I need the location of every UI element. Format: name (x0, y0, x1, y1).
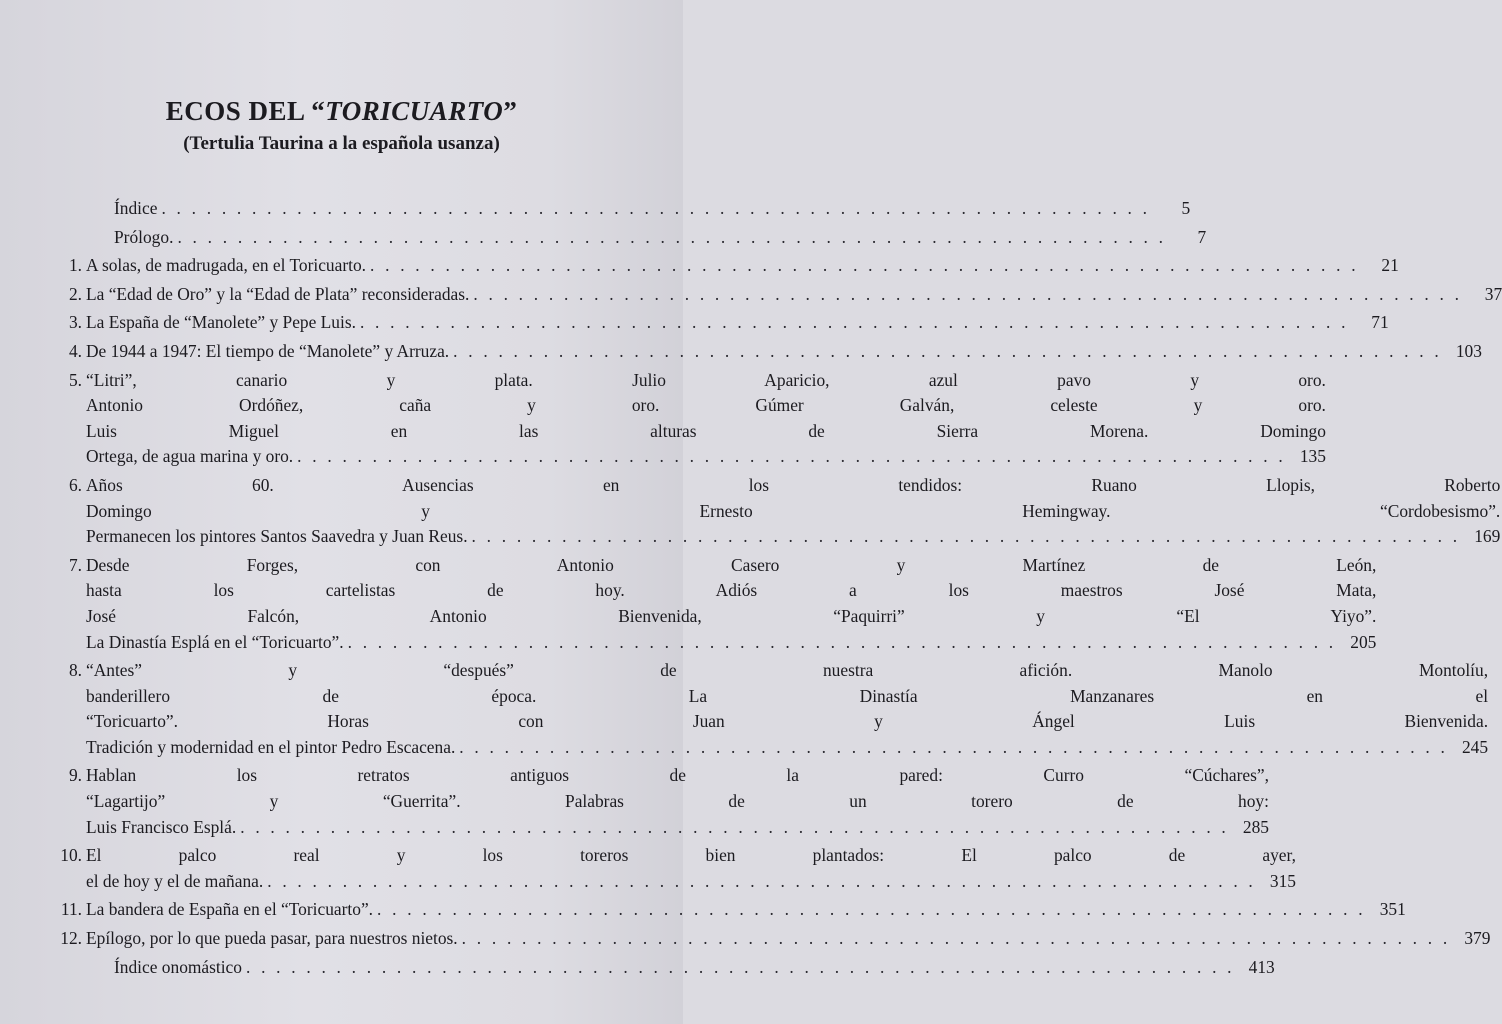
toc-entry-line: banderillero de época. La Dinastía Manzanares en el (86, 685, 1489, 706)
toc-entry (60, 473, 1501, 550)
toc-entry-title: La España de “Manolete” y Pepe Luis. (86, 312, 356, 333)
toc-page-number: 103 (1455, 340, 1482, 361)
toc-page-number: 379 (1464, 928, 1491, 949)
toc-entry-number: 1. (68, 255, 82, 276)
dot-leader: . . . . . . . . . . . . . . . . . . . . . . . . . . . . . . . . . . . . . . . . . . . . . . . . . . . . . . . . . . . . . . . . . . (370, 255, 1359, 276)
toc-entry-line: El palco real y los toreros bien plantados: El palco de ayer, (86, 845, 1296, 866)
toc-entry-number: 3. (68, 312, 82, 333)
toc-entry-line: “Antes” y “después” de nuestra afición. Manolo Montolíu, (86, 660, 1489, 681)
toc-entry (60, 310, 1389, 336)
toc-entry (60, 553, 1377, 655)
toc-entry-line: Luis Miguel en las alturas de Sierra Morena. Domingo (86, 420, 1326, 441)
dot-leader: . . . . . . . . . . . . . . . . . . . . . . . . . . . . . . . . . . . . . . . . . . . . . . . . . . . . . . . . . . . . . . . . . . (347, 631, 1337, 652)
table-of-contents (60, 196, 1502, 983)
toc-entry-title: Epílogo, por lo que pueda pasar, para nuestros nietos. (86, 928, 458, 949)
dot-leader: . . . . . . . . . . . . . . . . . . . . . . . . . . . . . . . . . . . . . . . . . . . . . . . . . . . . . . . . . . . . . . . . . . (453, 340, 1442, 361)
toc-entry-title: La bandera de España en el “Toricuarto”. (86, 899, 374, 920)
toc-entry-title: Ortega, de agua marina y oro. (86, 446, 294, 467)
toc-entry-number: 6. (68, 474, 82, 495)
toc-entry-title: el de hoy y el de mañana. (86, 870, 264, 891)
dot-leader: . . . . . . . . . . . . . . . . . . . . . . . . . . . . . . . . . . . . . . . . . . . . . . . . . . . . . . . . . . . . . . . . . . (240, 816, 1229, 837)
toc-entry-title: Permanecen los pintores Santos Saavedra y Juan Reus. (86, 526, 468, 547)
dot-leader: . . . . . . . . . . . . . . . . . . . . . . . . . . . . . . . . . . . . . . . . . . . . . . . . . . . . . . . . . . . . . . . . . . (359, 312, 1349, 333)
toc-entry-title: De 1944 a 1947: El tiempo de “Manolete” y Arruza. (86, 340, 450, 361)
toc-entry-number: 8. (68, 660, 82, 681)
toc-entry (60, 843, 1296, 894)
toc-entry-number: 11. (60, 899, 82, 920)
dot-leader: . . . . . . . . . . . . . . . . . . . . . . . . . . . . . . . . . . . . . . . . . . . . . . . . . . . . . . . . . . . . . . . . . . (471, 526, 1461, 547)
dot-leader: . . . . . . . . . . . . . . . . . . . . . . . . . . . . . . . . . . . . . . . . . . . . . . . . . . . . . . . . . . . . . . . . . . (161, 198, 1151, 218)
toc-page-number: 245 (1461, 736, 1489, 757)
toc-entry-line: “Toricuarto”. Horas con Juan y Ángel Luis Bienvenida. (86, 711, 1489, 732)
toc-entry (60, 955, 1275, 981)
toc-page-number: 351 (1379, 899, 1406, 920)
toc-page-number: 37 (1484, 283, 1502, 304)
toc-entry (60, 368, 1326, 470)
toc-entry (60, 253, 1399, 279)
toc-entry-title: A solas, de madrugada, en el Toricuarto. (86, 255, 367, 276)
toc-entry (60, 282, 1502, 308)
dot-leader: . . . . . . . . . . . . . . . . . . . . . . . . . . . . . . . . . . . . . . . . . . . . . . . . . . . . . . . . . . . . . . . . . . (297, 446, 1286, 467)
toc-entry (60, 196, 1191, 222)
toc-page-number: 205 (1350, 631, 1377, 652)
toc-page-number: 285 (1242, 816, 1269, 837)
dot-leader: . . . . . . . . . . . . . . . . . . . . . . . . . . . . . . . . . . . . . . . . . . . . . . . . . . . . . . . . . . . . . . . . . . (459, 736, 1449, 757)
toc-entry-title: Índice (114, 198, 158, 218)
title-suffix: ” (503, 96, 518, 126)
toc-entry (60, 339, 1482, 365)
toc-entry-line: Domingo y Ernesto Hemingway. “Cordobesismo”. (86, 500, 1501, 521)
toc-entry-title: Luis Francisco Esplá. (86, 816, 237, 837)
toc-entry-number: 2. (68, 283, 82, 304)
toc-page-number: 135 (1299, 446, 1326, 467)
dot-leader: . . . . . . . . . . . . . . . . . . . . . . . . . . . . . . . . . . . . . . . . . . . . . . . . . . . . . . . . . . . . . . . . . . (177, 226, 1167, 247)
toc-page-number: 169 (1474, 526, 1501, 547)
toc-entry-title: La “Edad de Oro” y la “Edad de Plata” reconsideradas. (86, 283, 470, 304)
toc-entry-line: José Falcón, Antonio Bienvenida, “Paquirri” y “El Yiyo”. (86, 605, 1377, 626)
toc-page-number: 7 (1197, 226, 1207, 247)
toc-page-number: 5 (1181, 198, 1191, 218)
toc-entry-title: Prólogo. (114, 226, 174, 247)
toc-entry (60, 225, 1207, 251)
toc-entry-title: Índice onomástico (114, 956, 242, 977)
toc-page-number: 71 (1371, 312, 1389, 333)
toc-entry-number: 9. (68, 765, 82, 786)
toc-entry-number: 10. (60, 845, 82, 866)
page-subtitle: (Tertulia Taurina a la española usanza) (183, 133, 500, 154)
toc-entry (60, 926, 1491, 952)
toc-entry (60, 897, 1406, 923)
toc-entry-line: “Litri”, canario y plata. Julio Aparicio, azul pavo y oro. (86, 369, 1326, 390)
toc-entry-number (60, 225, 86, 251)
dot-leader: . . . . . . . . . . . . . . . . . . . . . . . . . . . . . . . . . . . . . . . . . . . . . . . . . . . . . . . . . . . . . . . . . . (473, 283, 1463, 304)
title-prefix: ECOS DEL “ (165, 96, 326, 126)
toc-entry-number: 7. (68, 554, 82, 575)
toc-entry-line: “Lagartijo” y “Guerrita”. Palabras de un torero de hoy: (86, 791, 1269, 812)
toc-entry-line: hasta los cartelistas de hoy. Adiós a los maestros José Mata, (86, 580, 1377, 601)
toc-entry (60, 763, 1269, 840)
dot-leader: . . . . . . . . . . . . . . . . . . . . . . . . . . . . . . . . . . . . . . . . . . . . . . . . . . . . . . . . . . . . . . . . . . (377, 899, 1366, 920)
toc-entry-line: Años 60. Ausencias en los tendidos: Ruano Llopis, Roberto (86, 474, 1501, 495)
toc-entry-title: Tradición y modernidad en el pintor Pedro Escacena. (86, 736, 456, 757)
toc-page-number: 21 (1381, 255, 1399, 276)
toc-entry (60, 658, 1489, 760)
toc-entry-number: 5. (68, 369, 82, 390)
toc-entry-line: Desde Forges, con Antonio Casero y Martínez de León, (86, 554, 1377, 575)
toc-entry-number (60, 196, 86, 222)
toc-entry-number: 4. (68, 340, 82, 361)
toc-entry-title: La Dinastía Esplá en el “Toricuarto”. (86, 631, 344, 652)
title-italic: TORICUARTO (325, 96, 504, 126)
toc-entry-number: 12. (60, 928, 82, 949)
toc-entry-line: Antonio Ordóñez, caña y oro. Gúmer Galván, celeste y oro. (86, 395, 1326, 416)
toc-entry-number (60, 955, 86, 981)
dot-leader: . . . . . . . . . . . . . . . . . . . . . . . . . . . . . . . . . . . . . . . . . . . . . . . . . . . . . . . . . . . . . . . . . . (461, 928, 1451, 949)
page-title (0, 96, 683, 127)
dot-leader: . . . . . . . . . . . . . . . . . . . . . . . . . . . . . . . . . . . . . . . . . . . . . . . . . . . . . . . . . . . . . . . . . . (245, 956, 1235, 977)
dot-leader: . . . . . . . . . . . . . . . . . . . . . . . . . . . . . . . . . . . . . . . . . . . . . . . . . . . . . . . . . . . . . . . . . . (267, 870, 1256, 891)
toc-page-number: 413 (1248, 956, 1275, 977)
toc-entry-line: Hablan los retratos antiguos de la pared: Curro “Cúchares”, (86, 765, 1269, 786)
toc-page-number: 315 (1269, 870, 1296, 891)
